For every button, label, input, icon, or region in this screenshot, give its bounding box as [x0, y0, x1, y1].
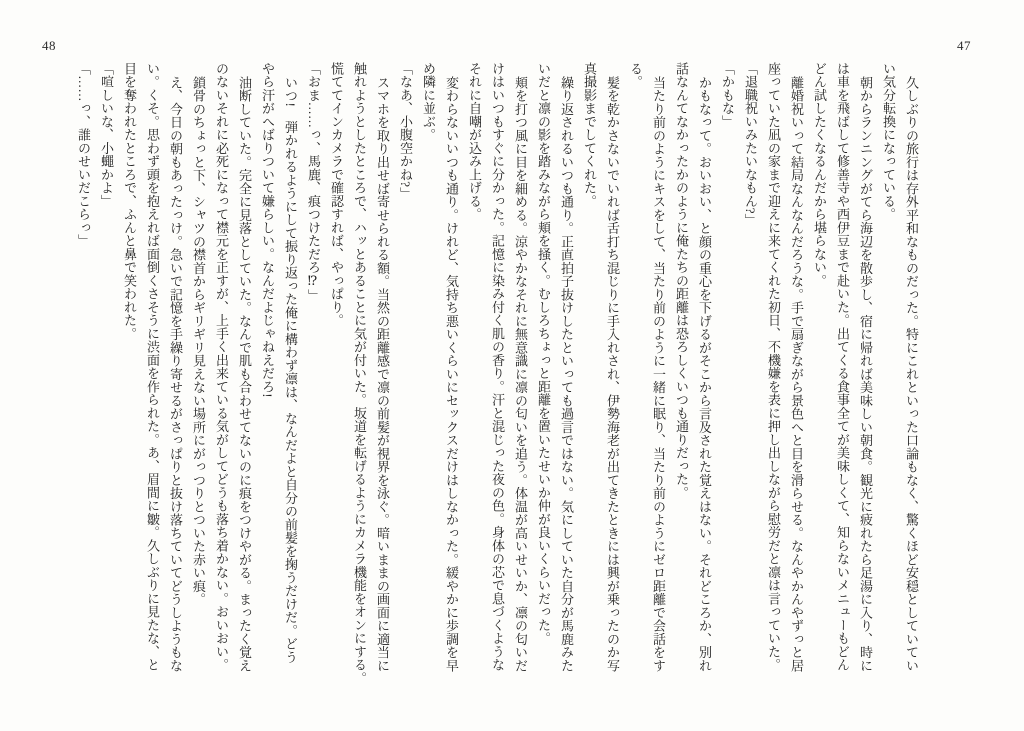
- page-number-left: 48: [42, 38, 56, 53]
- text-column: 久しぶりの旅行は存外平和なものだった。特にこれといった口論もなく、驚くほど安穏としていてい: [904, 76, 919, 673]
- text-column: 「かもな」: [720, 62, 735, 129]
- text-column: 「なあ、小腹空かね?」: [398, 62, 413, 201]
- text-column: 当たり前のようにキスをして、当たり前のように一緒に眠り、当たり前のようにゼロ距離で会話をす: [651, 76, 666, 673]
- text-column: やら汗がへばりついて嫌らしい。なんだよじゃねえだろ!: [260, 62, 275, 398]
- text-column: は車を飛ばして修善寺や西伊豆まで赴いた。出てくる食事全てが美味しくて、知らないメニューもどん: [835, 62, 850, 672]
- text-column: 「退職祝いみたいなもん?」: [743, 62, 758, 228]
- text-column: め隣に並ぶ。: [421, 62, 436, 142]
- text-column: 「喧しいな、小蠅かよ」: [99, 62, 114, 208]
- text-column: 真撮影までしてくれた。: [582, 62, 597, 208]
- text-column: 鎖骨のちょっと下、シャツの襟首からギリギリ見えない場所にがっつりとついた赤い痕。: [191, 76, 206, 606]
- text-column: 座っていた凪の家まで迎えに来てくれた初日、不機嫌を表に押し出しながら慰労だと凛は言っていた。: [766, 62, 781, 672]
- text-column: 「……っ、誰のせいだこらっ」: [76, 62, 91, 248]
- text-column: かもなって。おいおい、と顔の重心を下げるがそこから言及された覚えはない。それどころか、別れ: [697, 76, 712, 673]
- text-column: いつ! 弾かれるようにして振り返った俺に構わず凛は、なんだよと自分の前髪を掬うだけだ。どう: [283, 76, 298, 664]
- text-column: 油断していた。完全に見落としていた。なんで肌も合わせてないのに痕をつけやがる。まったく覚え: [237, 76, 252, 673]
- text-column: 変わらないいつも通り。けれど、気持ち悪いくらいにセックスだけはしなかった。緩やかに歩調を早: [444, 76, 459, 673]
- text-column: のないそれに必死になって襟元を正すが、上手く出来ている気がしてどうも落ち着かない。おいおい。: [214, 62, 229, 672]
- text-column: る。: [628, 62, 643, 89]
- text-column: 触れようとしたところで、ハッとあることに気が付いた。坂道を転げるようにカメラ機能をオンにする。: [352, 62, 367, 685]
- text-column: 繰り返されるいつも通り。正直拍子抜けしたといっても過言ではない。気にしていた自分が馬鹿みた: [559, 76, 574, 673]
- text-column: それに自嘲が込み上げる。: [467, 62, 482, 221]
- page-number-right: 47: [957, 38, 971, 53]
- text-column: 朝からランニングがてら海辺を散歩し、宿に帰れば美味しい朝食。観光に疲れたら足湯に入り、時に: [858, 76, 873, 673]
- text-column: いだと凛の影を踏みながら頬を掻く。むしろちょっと距離を置いたせいか仲が良いくらいだった。: [536, 62, 551, 645]
- text-column: 髪を乾かさないでいれば舌打ち混じりに手入れされ、伊勢海老が出てきたときには興が乗ったのか写: [605, 76, 620, 673]
- text-column: 話なんてなかったかのように俺たちの距離は恐ろしくいつも通りだった。: [674, 62, 689, 500]
- text-column: い気分転換になっている。: [881, 62, 896, 221]
- text-column: い。くそ。思わず頭を抱えれば面倒くさそうに渋面を作られた。あ、眉間に皺。久しぶりに見たな、と: [145, 62, 160, 672]
- text-column: 「おま……っ、馬鹿、痕つけただろ⁉」: [306, 62, 321, 303]
- text-column: 頬を打つ風に目を細める。涼やかなそれに無意識に凛の匂いを追う。体温が高いせいか、凛の匂いだ: [513, 76, 528, 673]
- text-column: けはいつもすぐに分かった。記憶に染み付く肌の香り。汗と混じった夜の色。身体の芯で息づくような: [490, 62, 505, 672]
- text-column: え、今日の朝もあったっけ。急いで記憶を手繰り寄せるがさっぱりと抜け落ちていてどうしようもな: [168, 76, 183, 673]
- text-column: どん試したくなるんだから堪らない。: [812, 62, 827, 288]
- text-columns: [72, 62, 923, 685]
- text-column: 離婚祝いって結局なんなんだろうな。手で扇ぎながら景色へと目を滑らせる。なんやかんやずっと居: [789, 76, 804, 673]
- text-column: 目を奪われたところで、ふんと鼻で笑われた。: [122, 62, 137, 341]
- text-column: 慌ててインカメラで確認すれば、やっぱり。: [329, 62, 344, 327]
- text-column: スマホを取り出せば寄せられる額。当然の距離感で凛の前髪が視界を泳ぐ。暗いままの画面に適当に: [375, 76, 390, 673]
